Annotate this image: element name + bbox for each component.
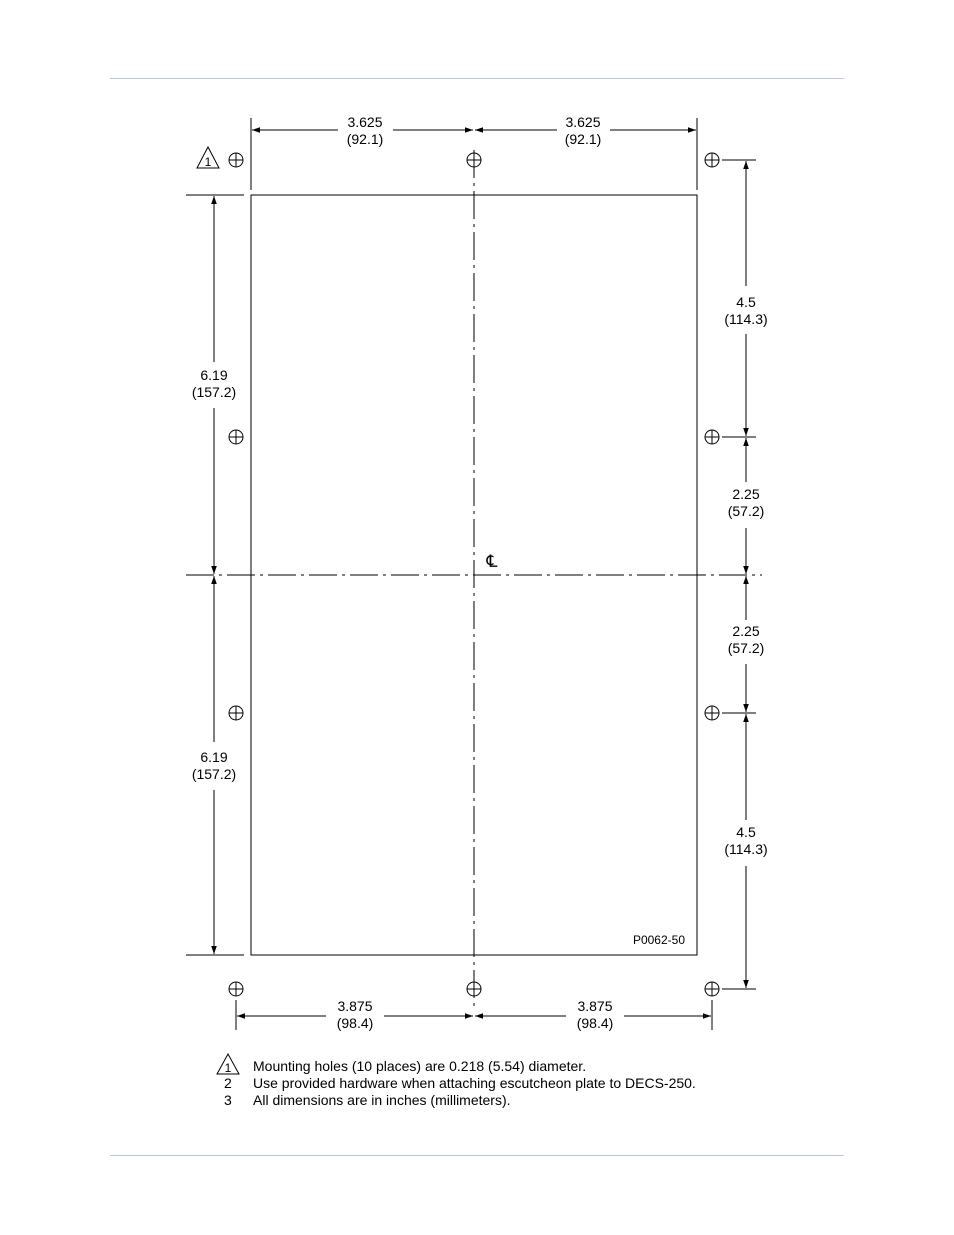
mounting-hole-icon: [705, 430, 719, 444]
note-text: Use provided hardware when attaching escutcheon plate to DECS-250.: [253, 1075, 696, 1091]
mounting-hole-icon: [705, 982, 719, 996]
triangle-flag-icon: [197, 147, 219, 169]
mounting-hole-icon: [229, 982, 243, 996]
note-number: 1: [224, 1061, 232, 1075]
dim-label-mm: (157.2): [191, 766, 237, 782]
dim-label-mm: (98.4): [576, 1015, 614, 1031]
mounting-hole-icon: [705, 153, 719, 167]
mounting-hole-icon: [229, 706, 243, 720]
dim-label-inches: 3.875: [577, 998, 613, 1014]
dim-label-inches: 6.19: [200, 749, 228, 765]
dim-label-mm: (114.3): [724, 311, 768, 327]
mounting-hole-icon: [467, 153, 481, 167]
centerline-symbol: ℄: [486, 552, 498, 571]
dim-label-inches: 4.5: [736, 294, 756, 310]
dim-label-inches: 2.25: [732, 623, 760, 639]
dim-label-inches: 3.875: [337, 998, 373, 1014]
dim-label-inches: 2.25: [732, 486, 760, 502]
note-item: [198, 1092, 696, 1109]
note-number: 3: [224, 1092, 232, 1108]
note-text: Mounting holes (10 places) are 0.218 (5.54) diameter.: [253, 1058, 587, 1074]
note-item: [198, 1075, 696, 1092]
mounting-hole-icon: [229, 430, 243, 444]
figure-id: P0062-50: [632, 933, 685, 947]
dim-label-mm: (92.1): [564, 131, 602, 147]
dim-label-mm: (57.2): [727, 503, 765, 519]
dim-label-inches: 4.5: [736, 824, 756, 840]
mounting-hole-icon: [467, 982, 481, 996]
dim-label-mm: (98.4): [336, 1015, 374, 1031]
dim-label-inches: 3.625: [565, 114, 601, 130]
dim-label-mm: (57.2): [727, 640, 765, 656]
dim-label-mm: (157.2): [191, 384, 237, 400]
notes-list: [198, 1058, 696, 1109]
note-item: [198, 1058, 696, 1075]
mounting-hole-icon: [229, 153, 243, 167]
note-text: All dimensions are in inches (millimeters).: [253, 1092, 511, 1108]
dim-label-mm: (114.3): [724, 841, 768, 857]
note-number: 2: [224, 1075, 232, 1091]
dim-label-inches: 3.625: [347, 114, 383, 130]
dim-label-mm: (92.1): [346, 131, 384, 147]
note-flag-number: 1: [204, 155, 212, 169]
dim-label-inches: 6.19: [200, 367, 228, 383]
mounting-hole-icon: [705, 706, 719, 720]
